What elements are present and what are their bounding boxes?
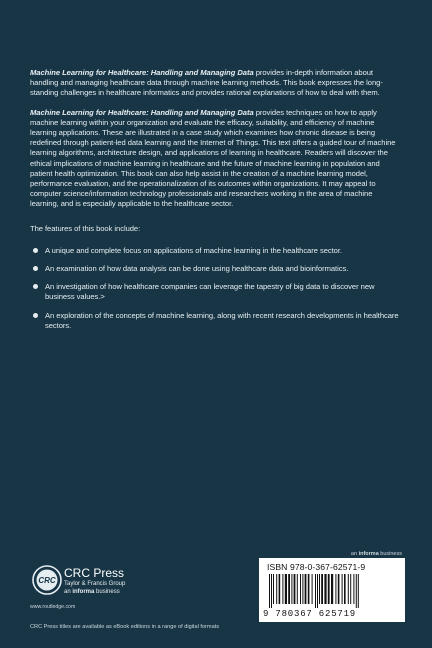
barcode-bar bbox=[335, 574, 336, 604]
barcode-bar bbox=[317, 574, 318, 608]
paragraph-2-text: provides techniques on how to apply machine learning within your organization and evaluate the efficacy, suitability, and efficiency of machine learning applications. These are illustrated in a case study which examines how chronic disease is being redefined through patient-led data learning and the Internet of Things. This text offers a guided tour of machine learning algorithms, architecture design, and applications of learning in healthcare. Readers will discover the ethical implications of machine learning in healthcare and the future of machine learning in population and patient health optimization. This book can also help assist in the creation of a machine learning model, performance evaluation, and the operationalization of its outcomes within organizations. It may appeal to computer science/information technology professionals and researchers working in the area of machine learning, and is especially applicable to the healthcare sector. bbox=[30, 107, 396, 209]
barcode-bar bbox=[279, 574, 281, 604]
feature-text: A unique and complete focus on applications of machine learning in the healthcare sector. bbox=[45, 245, 342, 255]
barcode-bar bbox=[294, 574, 296, 604]
bullet-icon bbox=[33, 248, 38, 253]
crc-press-logo-icon bbox=[32, 565, 62, 595]
book-title: Machine Learning for Healthcare: Handling and Managing Data bbox=[30, 68, 254, 77]
description-paragraph-2 bbox=[30, 108, 400, 210]
book-title: Machine Learning for Healthcare: Handling and Managing Data bbox=[30, 107, 254, 117]
barcode-bar bbox=[285, 574, 287, 604]
barcode-bar bbox=[288, 574, 290, 604]
barcode-bar bbox=[282, 574, 283, 604]
bullet-icon bbox=[33, 266, 38, 271]
barcode-bar bbox=[312, 574, 313, 604]
features-intro: The features of this book include: bbox=[30, 223, 141, 233]
barcode-bar bbox=[276, 574, 277, 604]
barcode-bar bbox=[358, 574, 359, 608]
barcode-panel bbox=[259, 558, 405, 622]
publisher-group: Taylor & Francis Group bbox=[64, 581, 126, 587]
feature-item bbox=[32, 282, 400, 302]
barcode-bar bbox=[328, 574, 330, 604]
informa-suffix: business bbox=[94, 589, 120, 595]
feature-item bbox=[32, 246, 400, 256]
barcode-image bbox=[267, 574, 397, 608]
feature-text: An examination of how data analysis can be done using healthcare data and bioinformatics. bbox=[45, 264, 349, 274]
barcode-bar bbox=[291, 574, 292, 604]
informa-brand: informa bbox=[358, 551, 379, 557]
feature-item bbox=[32, 311, 400, 331]
logo-mark-text: CRC bbox=[38, 576, 56, 585]
barcode-bar bbox=[308, 574, 310, 604]
barcode-bar bbox=[273, 574, 274, 604]
barcode-bar bbox=[356, 574, 357, 608]
ebook-availability-note: CRC Press titles are available as eBook editions in a range of digital formats bbox=[30, 624, 220, 630]
informa-brand: informa bbox=[72, 589, 95, 595]
barcode-bar bbox=[302, 574, 303, 604]
feature-item bbox=[32, 264, 400, 274]
paragraph-1-text: provides in-depth information about handling and managing healthcare data through machine learning methods. This book expresses the long-standing challenges in healthcare informatics and provides rational explanations of how to deal with them. bbox=[30, 68, 383, 98]
barcode-bar bbox=[315, 574, 316, 608]
feature-text: An investigation of how healthcare companies can leverage the tapestry of big data to discover new business values.> bbox=[45, 282, 375, 302]
barcode-bar bbox=[348, 574, 349, 604]
feature-text: An exploration of the concepts of machine learning, along with recent research developments in healthcare sectors. bbox=[45, 310, 399, 330]
barcode-bar bbox=[324, 574, 326, 604]
informa-prefix: an bbox=[64, 589, 73, 595]
barcode-bar bbox=[321, 574, 323, 604]
barcode-bar bbox=[297, 574, 298, 604]
barcode-bar bbox=[331, 574, 333, 604]
informa-suffix: business bbox=[378, 551, 402, 557]
barcode-digits: 9 780367 625719 bbox=[263, 609, 357, 619]
barcode-bar bbox=[269, 574, 270, 608]
barcode-bar bbox=[338, 574, 340, 604]
barcode-bar bbox=[305, 574, 307, 604]
informa-prefix: an bbox=[350, 551, 359, 557]
isbn-label: ISBN 978-0-367-62571-9 bbox=[267, 562, 366, 572]
description-paragraph-1 bbox=[30, 68, 400, 99]
bullet-icon bbox=[33, 284, 38, 289]
barcode-bar bbox=[319, 574, 320, 604]
publisher-name: CRC Press bbox=[64, 566, 125, 580]
website-link[interactable]: www.routledge.com bbox=[30, 604, 76, 610]
informa-business-label bbox=[351, 551, 402, 557]
barcode-bar bbox=[342, 574, 343, 604]
publisher-informa-label bbox=[64, 589, 120, 595]
bullet-icon bbox=[33, 313, 38, 318]
barcode-bar bbox=[353, 574, 354, 604]
barcode-bar bbox=[350, 574, 351, 604]
barcode-bar bbox=[271, 574, 272, 608]
barcode-bar bbox=[344, 574, 346, 604]
features-list bbox=[30, 246, 400, 331]
blurb-text bbox=[30, 68, 400, 339]
barcode-bar bbox=[300, 574, 301, 604]
